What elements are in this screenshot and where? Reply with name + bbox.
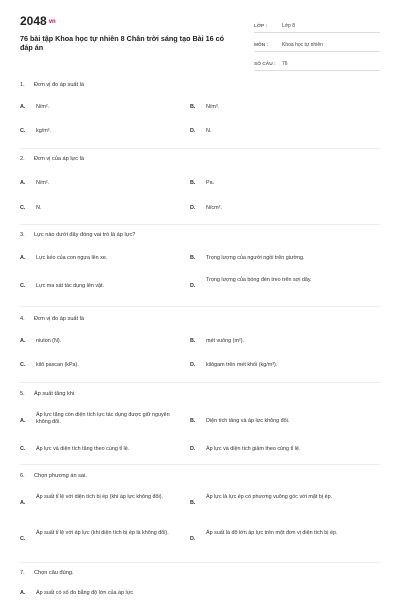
divider [20, 562, 380, 563]
logo-suffix: vn [48, 18, 56, 25]
meta-value: Khoa học tự nhiên [282, 42, 323, 48]
option-letter: A. [20, 338, 26, 344]
option-text: N. [36, 205, 42, 211]
option-6a[interactable] [20, 494, 170, 506]
option-text: Áp lực tăng còn diện tích lực tác dụng được giữ nguyên không đổi. [36, 412, 170, 426]
question-number: 3. [20, 232, 25, 238]
meta-key: LỚP : [254, 24, 268, 29]
option-text: mét vuông (m²). [206, 338, 245, 344]
option-3d[interactable] [190, 277, 360, 289]
option-text: Áp suất tỉ lệ với diện tích bị ép (khi áp lực không đổi). [36, 494, 164, 500]
option-text: kg/m³. [36, 128, 51, 134]
question-text: Đơn vị đo áp suất là [34, 316, 84, 322]
meta-value: 76 [282, 61, 288, 67]
option-text: Pa. [206, 180, 215, 186]
option-1a[interactable] [20, 104, 180, 111]
option-letter: D. [190, 446, 196, 452]
question-number: 1. [20, 82, 25, 88]
option-text: niuton (N). [36, 338, 62, 344]
option-letter: A. [20, 104, 26, 110]
option-letter: B. [190, 104, 196, 110]
option-5a[interactable] [20, 412, 170, 426]
question-text: Đơn vị đo áp suất là [34, 82, 84, 88]
question-number: 7. [20, 570, 25, 576]
option-5c[interactable] [20, 446, 180, 453]
question-2 [20, 156, 380, 162]
option-text: Áp suất là độ lớn áp lực trên một đơn vị diện tích bị ép. [206, 530, 338, 536]
option-letter: D. [190, 205, 196, 211]
document-meta [254, 14, 380, 71]
option-letter: A. [20, 590, 26, 596]
option-text: kilô paxcan (kPa). [36, 362, 79, 368]
meta-key: MÔN : [254, 43, 269, 48]
option-letter: C. [20, 283, 26, 289]
option-text: N/m². [36, 180, 50, 186]
option-4a[interactable] [20, 338, 180, 345]
option-text: Áp lực và diện tích giảm theo cùng tỉ lệ. [206, 446, 301, 452]
document-title: 76 bài tập Khoa học tự nhiên 8 Chân trời sáng tạo Bài 16 có đáp án [20, 34, 225, 52]
option-letter: C. [20, 128, 26, 134]
option-letter: A. [20, 418, 26, 424]
question-4 [20, 316, 380, 322]
question-7 [20, 570, 380, 576]
option-1d[interactable] [190, 128, 350, 135]
meta-value: Lớp 8 [282, 23, 296, 29]
option-text: Áp suất có số đo bằng độ lớn của áp lực [36, 590, 134, 596]
option-letter: C. [20, 205, 26, 211]
question-number: 6. [20, 473, 25, 479]
question-text: Chọn phương án sai. [34, 473, 87, 479]
option-text: Áp lực và diện tích tăng theo cùng tỉ lệ. [36, 446, 130, 452]
question-number: 4. [20, 316, 25, 322]
option-2c[interactable] [20, 205, 180, 212]
divider [20, 382, 380, 383]
question-3 [20, 232, 380, 238]
option-letter: C. [20, 362, 26, 368]
divider [20, 148, 380, 149]
option-letter: D. [190, 128, 196, 134]
option-text: N. [206, 128, 212, 134]
option-letter: B. [190, 500, 196, 506]
option-5b[interactable] [190, 418, 370, 425]
question-text: Đơn vị của áp lực là [34, 156, 85, 162]
option-letter: B. [190, 338, 196, 344]
option-5d[interactable] [190, 446, 370, 453]
option-letter: A. [20, 180, 26, 186]
option-letter: D. [190, 283, 196, 289]
option-text: Trọng lượng của bóng đèn treo trên sợi dây. [206, 277, 312, 283]
divider [20, 464, 380, 465]
question-number: 5. [20, 391, 25, 397]
option-2a[interactable] [20, 180, 180, 187]
question-text: Lực nào dưới đây đóng vai trò là áp lực? [34, 232, 136, 238]
option-letter: A. [20, 255, 26, 261]
question-1 [20, 82, 380, 88]
logo-text: 2048 [20, 14, 47, 28]
question-number: 2. [20, 156, 25, 162]
option-letter: B. [190, 418, 196, 424]
option-text: kilôgam trên mét khối (kg/m³). [206, 362, 278, 368]
option-letter: C. [20, 536, 26, 542]
meta-key: SỐ CÂU : [254, 62, 276, 67]
meta-row-subject [254, 33, 380, 52]
divider [20, 224, 380, 225]
option-1c[interactable] [20, 128, 180, 135]
site-logo[interactable] [20, 14, 56, 28]
option-letter: D. [190, 536, 196, 542]
option-text: Trọng lượng của người ngồi trên giường. [206, 255, 305, 261]
option-4d[interactable] [190, 362, 350, 369]
option-text: N/cm². [206, 205, 222, 211]
option-letter: B. [190, 180, 196, 186]
option-6d[interactable] [190, 530, 360, 542]
option-letter: D. [190, 362, 196, 368]
question-5 [20, 391, 380, 397]
question-6 [20, 473, 380, 479]
document-header [20, 14, 380, 70]
option-7a[interactable] [20, 590, 170, 597]
option-letter: A. [20, 500, 26, 506]
option-6b[interactable] [190, 494, 370, 506]
option-text: Áp lực là lực ép có phương vuông góc với mặt bị ép. [206, 494, 333, 500]
option-1b[interactable] [190, 104, 350, 111]
option-6c[interactable] [20, 530, 170, 542]
option-text: N/m³. [206, 104, 220, 110]
question-text: Chọn câu đúng. [34, 570, 74, 576]
option-text: N/m². [36, 104, 50, 110]
option-letter: B. [190, 255, 196, 261]
option-text: Áp suất tỉ lệ với áp lực (khi diện tích bị ép là không đổi). [36, 530, 169, 536]
option-3b[interactable] [190, 255, 350, 262]
option-2b[interactable] [190, 180, 350, 187]
option-text: Lực ma sát tác dụng lên vật. [36, 283, 105, 289]
option-2d[interactable] [190, 205, 350, 212]
option-3c[interactable] [20, 283, 180, 290]
meta-row-count [254, 52, 380, 71]
question-text: Áp suất tăng khi [34, 391, 75, 397]
option-4c[interactable] [20, 362, 180, 369]
option-4b[interactable] [190, 338, 350, 345]
option-3a[interactable] [20, 255, 180, 262]
meta-row-class [254, 14, 380, 33]
option-text: Lực kéo của con ngựa lên xe. [36, 255, 108, 261]
option-letter: C. [20, 446, 26, 452]
divider [20, 306, 380, 307]
option-text: Diện tích tăng và áp lực không đổi. [206, 418, 290, 424]
